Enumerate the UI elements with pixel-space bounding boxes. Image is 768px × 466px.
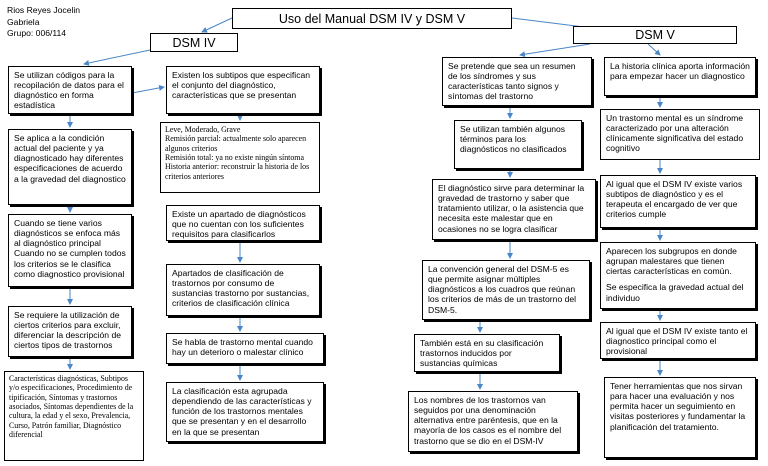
dsm4-right-box-1 bbox=[166, 66, 320, 114]
main-title bbox=[232, 8, 512, 29]
dsm4-right-box-5 bbox=[166, 333, 324, 364]
dsm5-right-text-7: Tener herramientas que nos sirvan para hacer una evaluación y nos permita hacer un seguimiento en visitas posteriores y fundamentar la planificación del tratamiento. bbox=[610, 381, 746, 432]
dsm4-right-box-2 bbox=[160, 122, 320, 193]
dsm4-header-text: DSM IV bbox=[172, 35, 216, 50]
dsm5-header-text: DSM V bbox=[635, 28, 675, 42]
dsm4-right-text-3: Existe un apartado de diagnósticos que no cuentan con los suficientes requisitos para clasificarlos bbox=[172, 209, 306, 240]
arrow-dsm4-to-left bbox=[84, 50, 150, 64]
dsm5-left-text-4: La convención general del DSM-5 es que permite asignar múltiples diagnósticos a los cuadros que reúnan los criterios de más de un trastorno del DSM-5. bbox=[428, 264, 577, 315]
dsm4-left-text-5: Características diagnósticas, Subtipos y/o especificaciones, Procedimiento de tipificación, Síntomas y trastornos asociados, Síntomas dependientes de la cultura, la edad y el sexo, Prevalencia, Curso, Patrón familiar, Diagnóstico diferencial bbox=[9, 374, 134, 439]
dsm5-left-box-4 bbox=[422, 260, 590, 320]
dsm5-right-text-1: La historia clínica aporta información para empezar hacer un diagnostico bbox=[610, 61, 750, 82]
dsm4-right-text-4: Apartados de clasificación de trastornos por consumo de sustancias trastorno por sustancias, criterios de clasificación clínica bbox=[172, 268, 310, 309]
arrow-l1-to-r1 bbox=[132, 87, 164, 93]
author-name: Rios Reyes Jocelin bbox=[7, 5, 81, 15]
dsm5-left-box-2 bbox=[454, 120, 582, 169]
author-info bbox=[7, 5, 80, 40]
dsm5-right-box-5 bbox=[600, 322, 756, 359]
partial-remission: Remisión parcial: actualmente solo aparecen algunos criterios bbox=[165, 134, 307, 153]
dsm5-right-box-2 bbox=[600, 109, 760, 160]
dsm4-right-text-1: Existen los subtipos que especifican el conjunto del diagnóstico, características que se presentan bbox=[172, 70, 311, 101]
dsm5-left-text-1: Se pretende que sea un resumen de los síndromes y sus características tanto signos y síntomas del trastorno bbox=[448, 61, 576, 102]
dsm5-right-box-6 bbox=[604, 377, 756, 458]
dsm4-right-box-3 bbox=[166, 205, 320, 241]
dsm5-right-box-1 bbox=[604, 57, 756, 96]
dsm4-left-box-4 bbox=[8, 306, 132, 357]
severity-levels: Leve, Moderado, Grave bbox=[165, 125, 241, 134]
dsm5-left-text-6: Los nombres de los trastornos van seguidos por una denominación alternativa entre paréntesis, que en la mayoría de los casos es el nombre del trastorno que se dio en el DSM-IV bbox=[414, 395, 562, 446]
dsm4-left-text-4: Se requiere la utilización de ciertos criterios para excluir, diferenciar la descripción de ciertos tipos de trastornos bbox=[14, 310, 122, 351]
dsm4-left-text-3: Cuando se tiene varios diagnósticos se enfoca más al diagnóstico principal Cuando no se cumplen todos los criterios se le clasifica como diagnostico provisional bbox=[14, 218, 126, 279]
dsm5-left-text-3: El diagnóstico sirve para determinar la gravedad de trastorno y saber que tratamiento utilizar, o la asistencia que necesita este malestar que en ocasiones no se logra clasificar bbox=[438, 183, 585, 234]
dsm5-right-text-3: Al igual que el DSM IV existe varios subtipos de diagnóstico y es el terapeuta el encargado de ver que criterios cumple bbox=[606, 179, 743, 220]
dsm4-right-box-4 bbox=[166, 264, 320, 316]
dsm5-left-box-6 bbox=[408, 391, 578, 452]
dsm4-left-text-1: Se utilizan códigos para la recopilación de datos para el diagnóstico en forma estadística bbox=[14, 70, 124, 111]
dsm5-left-box-3 bbox=[432, 179, 596, 240]
dsm4-left-text-2: Se aplica a la condición actual del paciente y ya diagnosticado hay diferentes especificaciones de acuerdo a la gravedad del diagnostico bbox=[14, 133, 126, 184]
dsm5-right-text-5: Se especifica la gravedad actual del individuo bbox=[606, 282, 744, 303]
dsm5-left-box-5 bbox=[414, 334, 560, 372]
dsm4-left-box-1 bbox=[8, 66, 132, 114]
dsm5-left-box-1 bbox=[442, 57, 592, 106]
dsm4-left-box-2 bbox=[8, 129, 132, 205]
dsm4-left-box-3 bbox=[8, 214, 132, 287]
dsm5-right-text-6: Al igual que el DSM IV existe tanto el diagnostico principal como el provisional bbox=[606, 326, 748, 357]
previous-history: Historia anterior: reconstruir la historia de los criterios anteriores bbox=[165, 162, 310, 181]
dsm4-left-box-5 bbox=[4, 371, 144, 461]
arrow-dsm5-to-right bbox=[648, 44, 660, 55]
dsm5-right-box-3 bbox=[600, 175, 756, 228]
dsm4-header bbox=[150, 33, 238, 52]
dsm5-right-box-4 bbox=[600, 242, 756, 309]
author-group: Grupo: 006/114 bbox=[7, 28, 67, 39]
dsm5-right-text-4: Aparecen los subgrupos en donde agrupan malestares que tienen ciertas características en común. bbox=[606, 246, 737, 277]
author-name-2: Gabriela bbox=[7, 16, 40, 27]
dsm4-right-text-6: La clasificación esta agrupada dependiendo de las características y función de los trastornos mentales que se presentan y en el desarrollo en la que se presentan bbox=[172, 386, 312, 437]
main-title-text: Uso del Manual DSM IV y DSM V bbox=[278, 11, 466, 26]
dsm5-header bbox=[573, 26, 737, 44]
dsm5-left-text-2: Se utilizan también algunos términos para los diagnósticos no clasificados bbox=[460, 124, 567, 155]
dsm5-right-text-2: Un trastorno mental es un síndrome caracterizado por una alteración clínicamente significativa del estado cognitivo bbox=[606, 113, 744, 154]
dsm5-left-text-5: También está en su clasificación trastornos inducidos por sustancias químicas bbox=[420, 338, 544, 369]
dsm4-right-box-6 bbox=[166, 382, 324, 442]
arrow-dsm5-to-left bbox=[520, 44, 590, 55]
total-remission: Remisión total: ya no existe ningún síntoma bbox=[165, 152, 304, 162]
arrow-title-to-dsm4 bbox=[202, 18, 232, 32]
dsm4-right-text-5: Se habla de trastorno mental cuando hay un deterioro o malestar clínico bbox=[172, 337, 313, 358]
